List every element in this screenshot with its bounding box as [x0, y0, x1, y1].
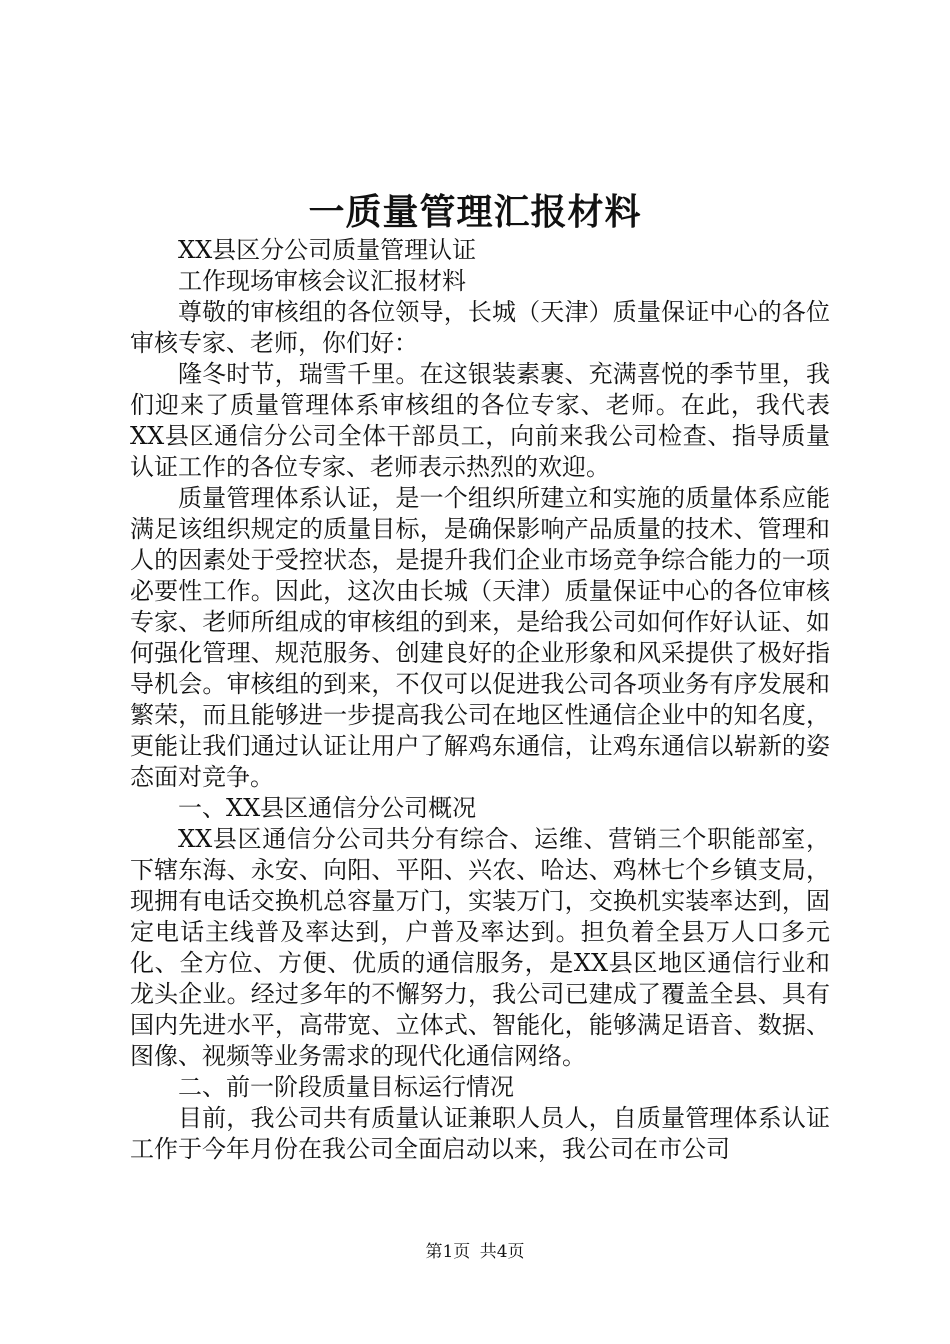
section-heading-overview: 一、XX县区通信分公司概况	[178, 794, 477, 822]
paragraph-company-overview: XX县区通信分公司共分有综合、运维、营销三个职能部室，下辖东海、永安、向阳、平阳、兴农、哈达、鸡林七个乡镇支局，现拥有电话交换机总容量万门，实装万门，交换机实装率达到，固定电话主线普及率达到，户普及率达到。担负着全县万人口多元化、全方位、方便、优质的通信服务，是XX县区地区通信行业和龙头企业。经过多年的不懈努力，我公司已建成了覆盖全县、具有国内先进水平，高带宽、立体式、智能化，能够满足语音、数据、图像、视频等业务需求的现代化通信网络。	[130, 825, 830, 1070]
paragraph-salutation: 尊敬的审核组的各位领导，长城（天津）质量保证中心的各位审核专家、老师，你们好：	[130, 298, 830, 357]
document-title: 一质量管理汇报材料	[308, 191, 642, 233]
page-number: 第1页	[425, 1242, 471, 1262]
paragraph-welcome: 隆冬时节，瑞雪千里。在这银装素裹、充满喜悦的季节里，我们迎来了质量管理体系审核组的各位专家、老师。在此，我代表XX县区通信分公司全体干部员工，向前来我公司检查、指导质量认证工作的各位专家、老师表示热烈的欢迎。	[130, 360, 830, 481]
paragraph-quality-targets: 目前，我公司共有质量认证兼职人员人，自质量管理体系认证工作于今年月份在我公司全面启动以来，我公司在市公司	[130, 1104, 830, 1163]
document-body	[130, 235, 830, 1165]
paragraph-certification-significance: 质量管理体系认证，是一个组织所建立和实施的质量体系应能满足该组织规定的质量目标，是确保影响产品质量的技术、管理和人的因素处于受控状态，是提升我们企业市场竞争综合能力的一项必要性工作。因此，这次由长城（天津）质量保证中心的各位审核专家、老师所组成的审核组的到来，是给我公司如何作好认证、如何强化管理、规范服务、创建良好的企业形象和风采提供了极好指导机会。审核组的到来，不仅可以促进我公司各项业务有序发展和繁荣，而且能够进一步提高我公司在地区性通信企业中的知名度，更能让我们通过认证让用户了解鸡东通信，让鸡东通信以崭新的姿态面对竞争。	[130, 484, 830, 791]
paragraph-company-name: XX县区分公司质量管理认证	[178, 236, 477, 264]
section-heading-quality-targets: 二、前一阶段质量目标运行情况	[178, 1073, 514, 1101]
paragraph-report-subtitle: 工作现场审核会议汇报材料	[178, 267, 466, 295]
page-footer	[0, 1240, 950, 1264]
page-total: 共4页	[479, 1242, 525, 1262]
